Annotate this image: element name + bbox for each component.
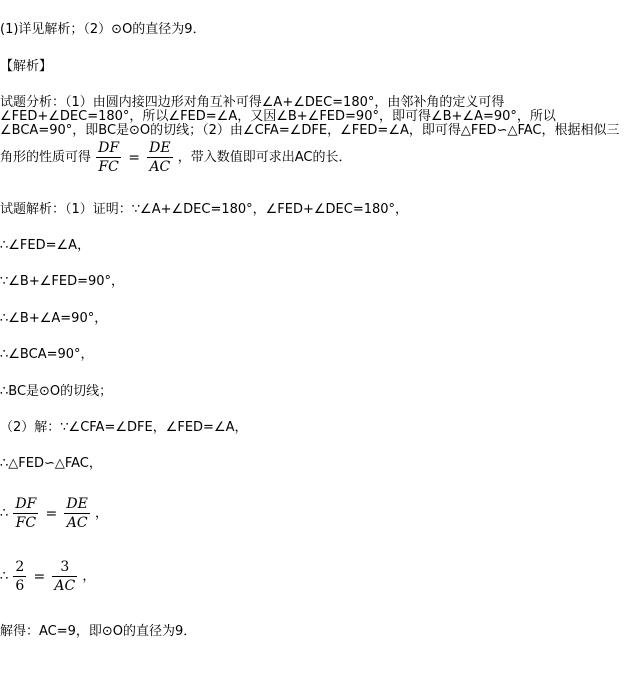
therefore-symbol: ∴: [0, 506, 9, 521]
solution-line-11: 解得：AC=9，即⊙O的直径为9．: [0, 624, 197, 639]
fraction-numerator: 3: [52, 559, 77, 577]
fraction-denominator: 6: [15, 578, 25, 594]
fraction-numerator: DF: [15, 496, 37, 512]
analysis-line-1: 试题分析：（1）由圆内接四边形对角互补可得∠A+∠DEC=180°，由邻补角的定义可得: [0, 95, 505, 110]
analysis-line-2: ∠FED+∠DEC=180°，所以∠FED=∠A，又因∠B+∠FED=90°，即可得∠B+∠A=90°，所以: [0, 109, 556, 124]
fraction-numerator: 2: [15, 559, 25, 575]
fraction-numerator: DF: [98, 140, 120, 156]
fraction-denominator: FC: [98, 159, 119, 175]
solution-line-2: ∴∠FED=∠A，: [0, 238, 91, 253]
equals-sign: =: [45, 505, 58, 522]
solution-line-10-suffix: ，: [82, 569, 96, 584]
solution-line-9: [0, 496, 108, 531]
solution-line-3: ∵∠B+∠FED=90°，: [0, 274, 125, 289]
fraction-df-fc: [13, 496, 38, 531]
equals-sign: =: [33, 568, 46, 585]
equals-sign: =: [128, 149, 140, 166]
solution-line-9-suffix: ，: [94, 506, 108, 521]
fraction-3-ac: [52, 559, 77, 594]
solution-line-5: ∴∠BCA=90°，: [0, 347, 94, 362]
fraction-denominator: AC: [54, 578, 76, 594]
analysis-line-4-prefix: 角形的性质可得: [0, 150, 92, 165]
fraction-numerator: DE: [66, 496, 88, 512]
fraction-denominator: AC: [149, 159, 171, 175]
solution-line-10: [0, 559, 95, 594]
analysis-line-4-suffix: ，带入数值即可求出AC的长．: [177, 150, 352, 165]
fraction-denominator: FC: [15, 515, 37, 531]
fraction-2-6: [13, 559, 26, 594]
solution-line-4: ∴∠B+∠A=90°，: [0, 311, 108, 326]
fraction-de-ac: [147, 140, 172, 175]
fraction-denominator: AC: [66, 515, 88, 531]
solution-line-7: （2）解：∵∠CFA=∠DFE，∠FED=∠A，: [0, 420, 248, 435]
answer-line: (1)详见解析；（2）⊙O的直径为9．: [0, 22, 206, 37]
solution-line-8: ∴△FED∽△FAC，: [0, 456, 102, 471]
fraction-df-fc: [96, 140, 121, 175]
therefore-symbol: ∴: [0, 569, 9, 584]
analysis-line-3: ∠BCA=90°，即BC是⊙O的切线；（2）由∠CFA=∠DFE，∠FED=∠A，即可得△FED∽△FAC，根据相似三: [0, 123, 620, 138]
analysis-line-4: [0, 140, 351, 175]
solution-line-1: 试题解析：（1）证明：∵∠A+∠DEC=180°，∠FED+∠DEC=180°，: [0, 202, 409, 217]
solution-line-6: ∴BC是⊙O的切线；: [0, 384, 113, 399]
analysis-heading: 【解析】: [0, 59, 53, 74]
fraction-numerator: DE: [149, 140, 171, 156]
fraction-de-ac: [64, 496, 89, 531]
